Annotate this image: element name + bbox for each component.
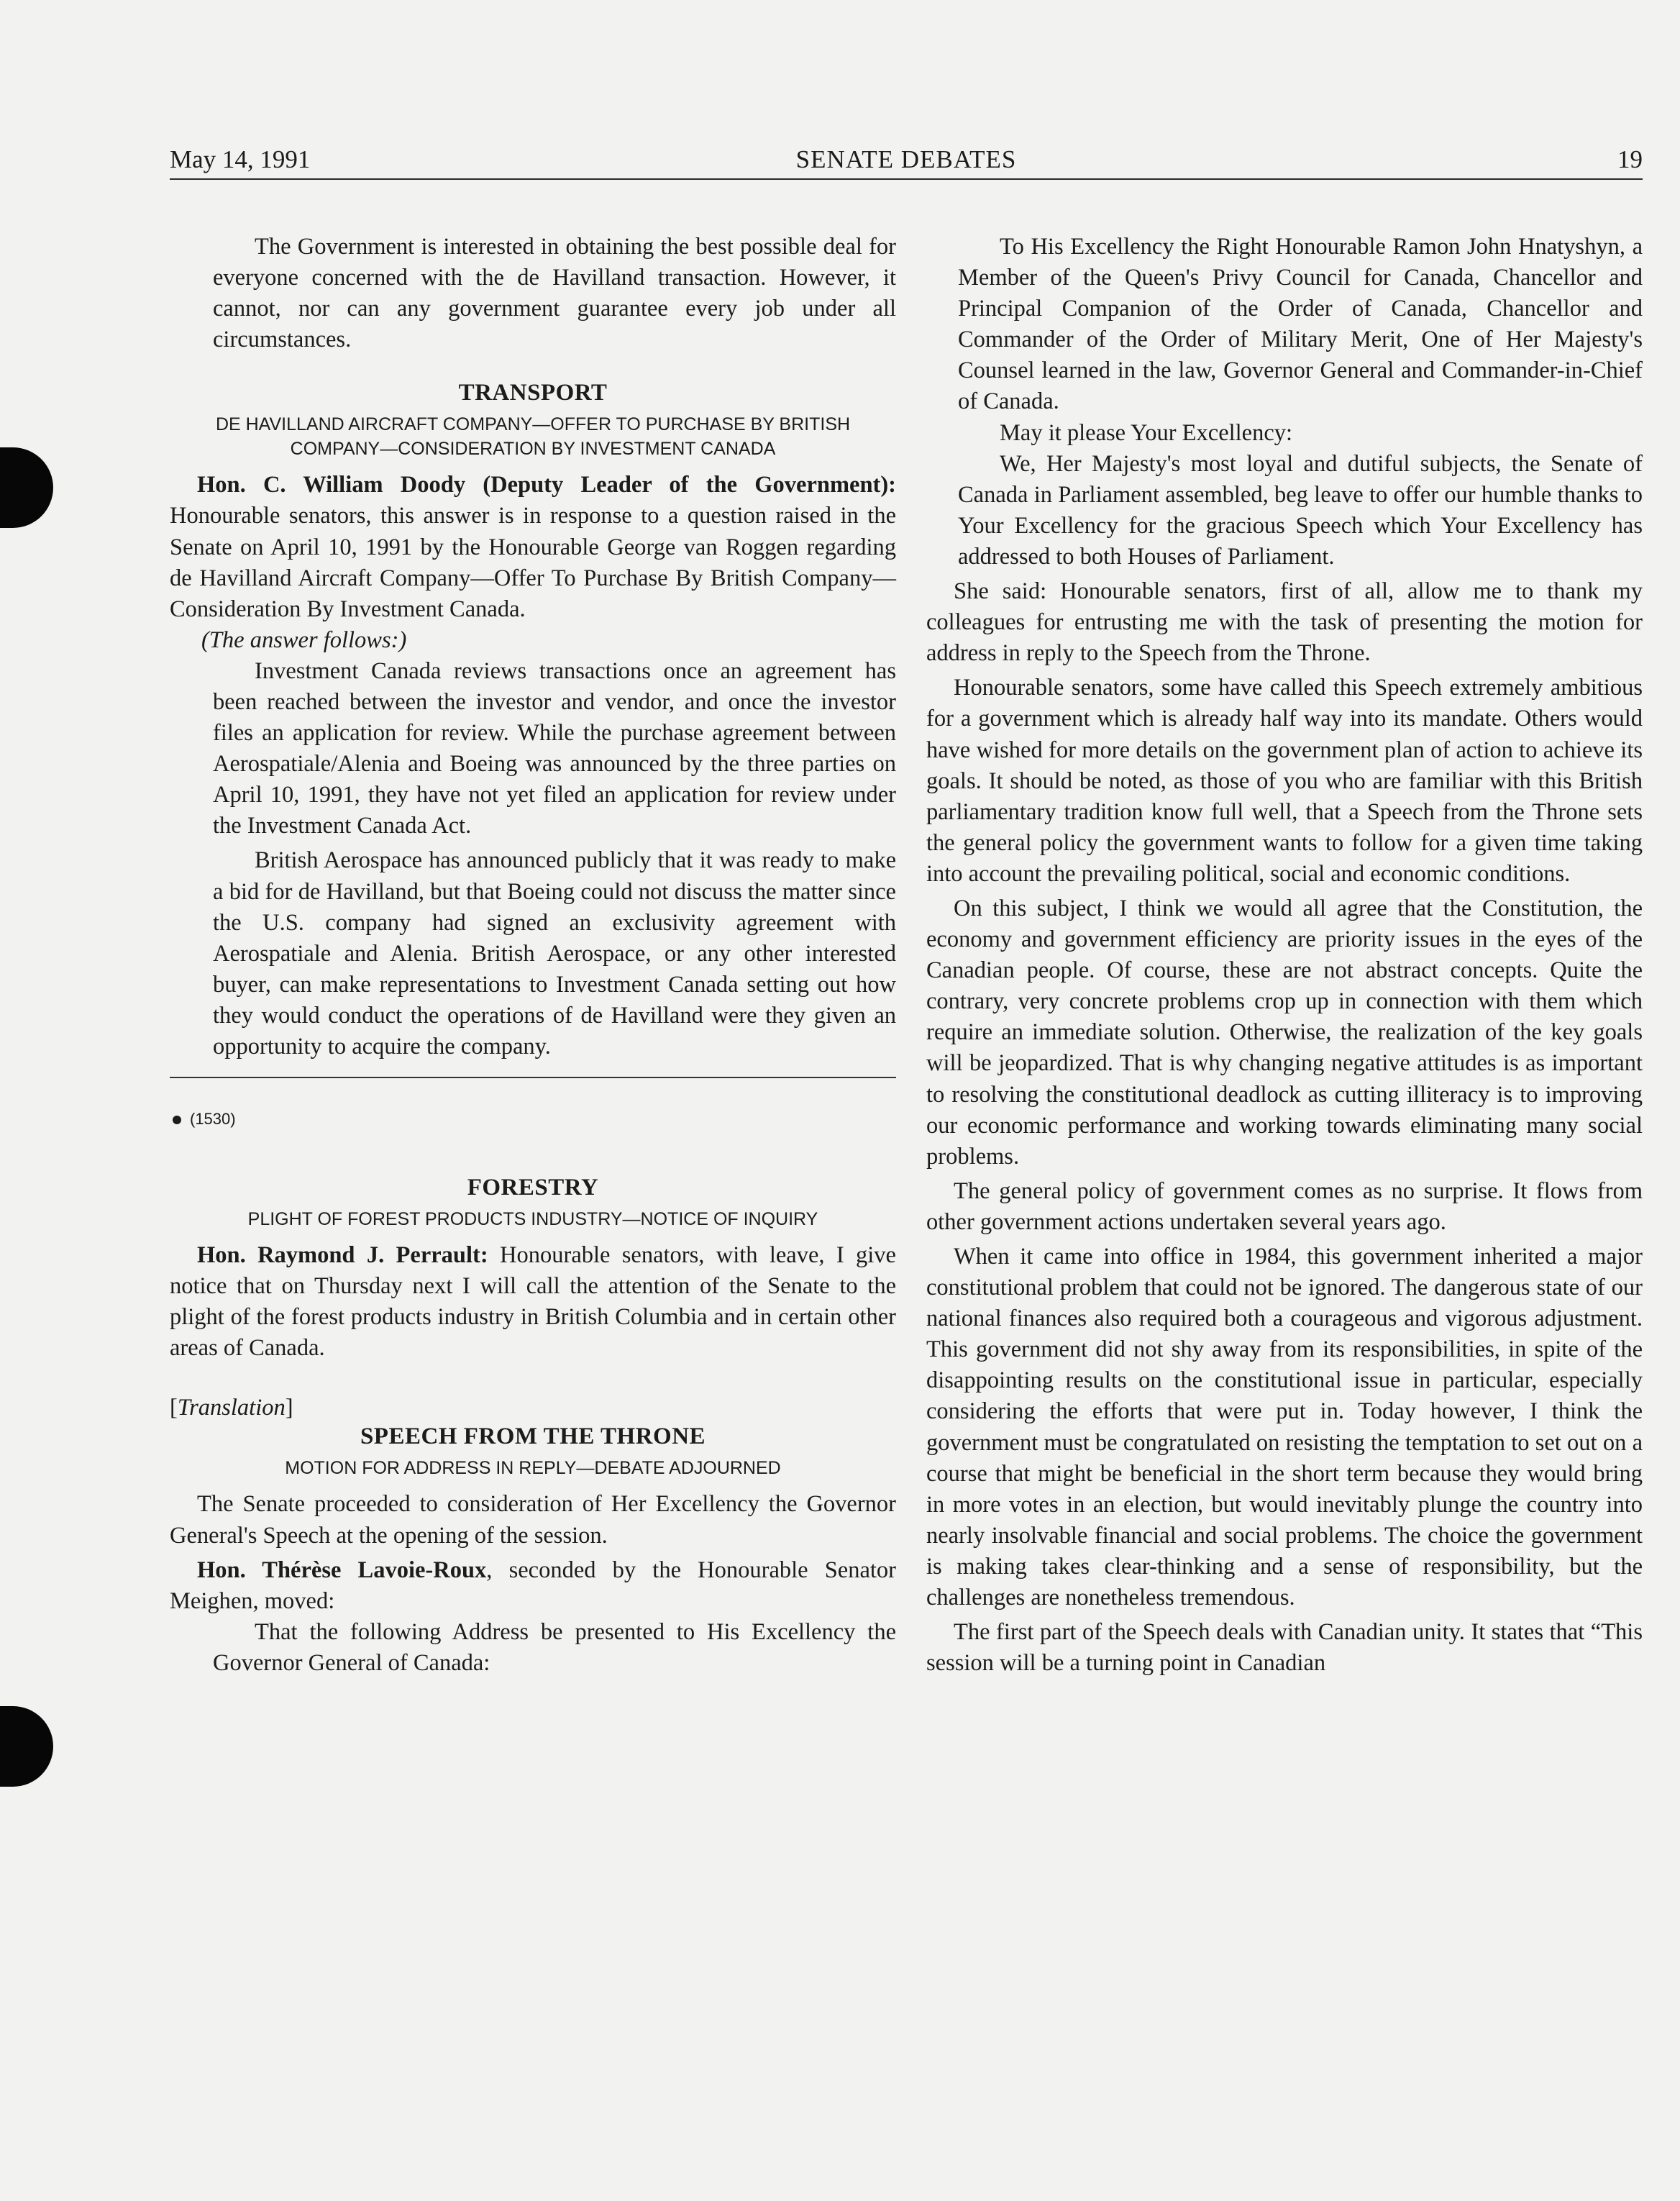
bullet-icon [173, 1116, 181, 1124]
right-column [926, 232, 1643, 1679]
intro-paragraph: The Government is interested in obtaining the best possible deal for everyone concerned with the de Havilland transaction. However, it cannot, nor can any government guarantee every job under all circumstances. [213, 234, 896, 353]
speech-paragraph-1: She said: Honourable senators, first of all, allow me to thank my colleagues for entrusting me with the task of presenting the motion for address in reply to the Speech from the Throne. [926, 578, 1643, 667]
answer-paragraph-2: British Aerospace has announced publicly that it was ready to make a bid for de Havilland, but that Boeing could not discuss the matter since the U.S. company had signed an exclusivity agreement with Aerospatiale and Alenia. British Aerospace, or any other interested buyer, can make representations to Investment Canada setting out how they would conduct the operations of de Havilland were they given an opportunity to acquire the company. [213, 847, 896, 1060]
forestry-heading: FORESTRY [467, 1175, 599, 1201]
page-header [170, 141, 1643, 180]
speech-paragraph-2: Honourable senators, some have called this Speech extremely ambitious for a government which is already half way into its mandate. Others would have wished for more details on the government plan of action to achieve its goals. It should be noted, as those of you who are familiar with this British parliamentary tradition know full well, that a Speech from the Throne sets the general policy the government wants to follow for a given time taking into account the prevailing political, social and economic conditions. [926, 675, 1643, 887]
speech-paragraph-4: The general policy of government comes as no surprise. It flows from other government actions undertaken several years ago. [926, 1177, 1643, 1235]
binder-hole-top [0, 447, 53, 528]
header-date: May 14, 1991 [170, 145, 311, 173]
binder-hole-bottom [0, 1706, 53, 1787]
transport-subheading: DE HAVILLAND AIRCRAFT COMPANY—OFFER TO PURCHASE BY BRITISH COMPANY—CONSIDERATION BY INVESTMENT CANADA [215, 414, 851, 460]
speaker-lavoie-roux: Hon. Thérèse Lavoie-Roux [197, 1557, 487, 1583]
throne-paragraph-1: The Senate proceeded to consideration of Her Excellency the Governor General's Speech at the opening of the session. [170, 1491, 896, 1549]
speaker-doody: Hon. C. William Doody (Deputy Leader of the Government): [197, 472, 896, 498]
throne-heading: SPEECH FROM THE THRONE [360, 1423, 706, 1450]
answer-paragraph-1: Investment Canada reviews transactions once an agreement has been reached between the investor and vendor, and once the investor files an application for review. While the purchase agreement between Aerospatiale/Alenia and Boeing was announced by the three parties on April 10, 1991, they have not yet filed an application for review under the Investment Canada Act. [213, 657, 896, 839]
lavoie-roux-speech: , seconded by the Honourable Senator Meighen, moved: [170, 1557, 896, 1614]
speaker-perrault: Hon. Raymond J. Perrault: [197, 1242, 488, 1269]
transport-heading: TRANSPORT [458, 380, 608, 406]
left-column [170, 232, 896, 1679]
answer-follows: (The answer follows:) [201, 626, 407, 653]
throne-subheading: MOTION FOR ADDRESS IN REPLY—DEBATE ADJOURNED [285, 1458, 781, 1479]
header-title: SENATE DEBATES [795, 145, 1017, 173]
doody-speech: Honourable senators, this answer is in response to a question raised in the Senate on April 10, 1991 by the Honourable George van Roggen regarding de Havilland Aircraft Company—Offer To Purchase By British Company—Consideration By Investment Canada. [170, 503, 896, 622]
perrault-paragraph [170, 1240, 896, 1364]
speech-paragraph-3: On this subject, I think we would all agree that the Constitution, the economy and government efficiency are priority issues in the eyes of the Canadian people. Of course, these are not abstract concepts. Quite the contrary, very concrete problems crop up in connection with them which require an immediate solution. Otherwise, the realization of the key goals will be jeopardized. That is why changing negative attitudes is as important to resolving the constitutional deadlock as cutting illiteracy is to improving our economic performance and working towards eliminating many social problems. [926, 895, 1643, 1170]
speech-paragraph-5: When it came into office in 1984, this government inherited a major constitutional problem that could not be ignored. The dangerous state of our national finances also required both a courageous and vigorous adjustment. This government did not shy away from its responsibilities, in spite of the disappointing results on the constitutional issue in particular, especially considering the efforts that were put in. Today however, I think the government must be congratulated on resisting the temptation to set out on a course that might be beneficial in the short term because they would bring in more votes in an election, but would inevitably plunge the country into nearly insolvable financial and social problems. The choice the government is making takes clear-thinking and a sense of responsibility, but the challenges are nonetheless tremendous. [926, 1244, 1643, 1611]
address-paragraph: To His Excellency the Right Honourable Ramon John Hnatyshyn, a Member of the Queen's Privy Council for Canada, Chancellor and Principal Companion of the Order of Canada, Chancellor and Commander of the Order of Military Merit, One of Her Majesty's Counsel learned in the law, Governor General and Commander-in-Chief of Canada. [958, 234, 1643, 415]
page-number: 19 [1617, 145, 1643, 173]
motion-paragraph: That the following Address be presented to His Excellency the Governor General of Canada: [213, 1618, 896, 1676]
forestry-subheading: PLIGHT OF FOREST PRODUCTS INDUSTRY—NOTICE OF INQUIRY [247, 1209, 818, 1230]
section-divider [170, 1077, 896, 1078]
time-marker: (1530) [173, 1110, 896, 1129]
doody-paragraph [170, 470, 896, 624]
thanks-paragraph: We, Her Majesty's most loyal and dutiful subjects, the Senate of Canada in Parliament assembled, beg leave to offer our humble thanks to Your Excellency for the gracious Speech which Your Excellency has addressed to both Houses of Parliament. [958, 450, 1643, 570]
speech-paragraph-6: The first part of the Speech deals with Canadian unity. It states that “This session will be a turning point in Canadian [926, 1619, 1643, 1677]
salutation: May it please Your Excellency: [1000, 419, 1293, 446]
translation-note: [Translation] [170, 1395, 293, 1421]
perrault-speech: Honourable senators, with leave, I give notice that on Thursday next I will call the attention of the Senate to the plight of the forest products industry in British Columbia and in certain other areas of Canada. [170, 1242, 896, 1362]
lavoie-roux-paragraph [170, 1555, 896, 1617]
